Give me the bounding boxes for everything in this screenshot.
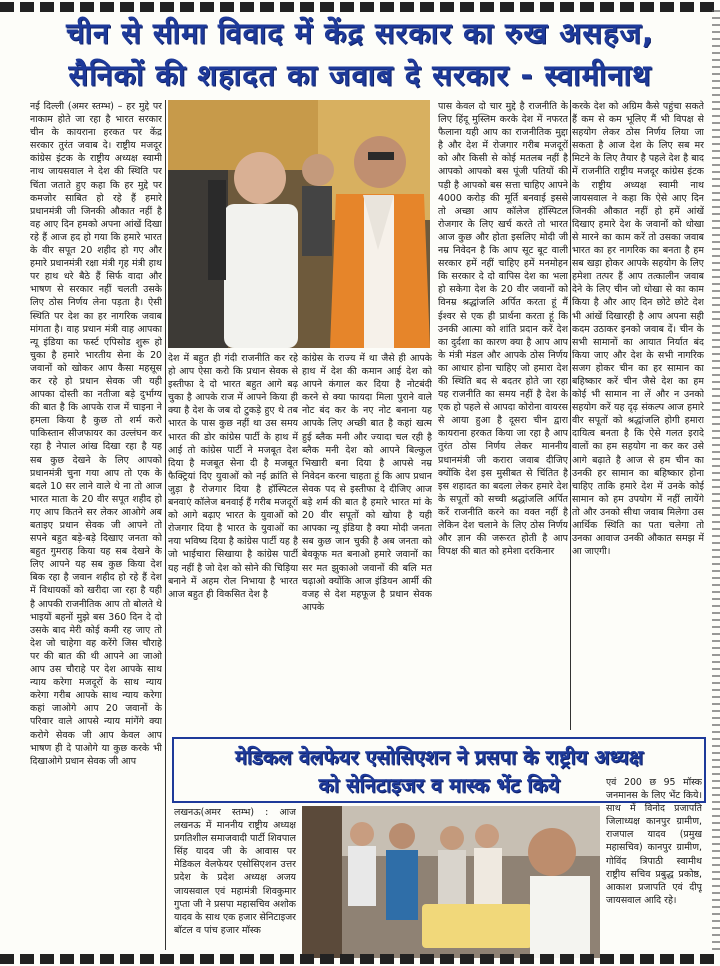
news-photo-leaders: [168, 100, 430, 348]
article-col-5-text: करके देश को अग्रिम कैसे पहुंचा सकते हैं कम से कम भूलिए मैं भी विपक्ष से सहयोग लेकर ठोस निर्णय लिया जा सकता है आज देश के लिए सब मर मिटने के लिए तैयार है पहले देश है बाद में राजनीति राष्ट्रीय मजदूर कांग्रेस इंटक के राष्ट्रीय अध्यक्ष स्वामी नाथ जायसवाल ने कहा कि ऐसे आए दिन जिनकी औकात नहीं हो हमें आंखें दिखाए हमारे देश के जवानों को धोखा से मारने का काम करें तो उसका जवाब भारत का हर नागरिक का बनता है हम सब खड़ा होकर आपके सहयोग के लिए हमेशा तत्पर हैं आप तत्कालीन जवाब देने के लिए चीन जो धोखा से का काम किया है और आए दिन छोटे छोटे देश भी आंखें दिखारही है आप अपना सही कदम उठाकर इनको जवाब दें। चीन के सभी सामानों का आयात निर्यात बंद किया जाए और देश के सभी नागरिक सजग होकर चीन का हर सामान का बहिष्कार करें चीन जैसे देश का हम कोई भी सामान ना लें और न उनको सहयोग करें यह दृढ़ संकल्प आज हमारे वीर सपूतों को श्रद्धांजलि होगी हमारा दायित्व बनता है कि ऐसे गलत इरादे वालों का हम सहयोग ना कर कर उसे आगे बढ़ाते है आज से हम चीन का उनकी हर सामान का बहिष्कार होना चाहिए ताकि हमारे देश में उनके कोई सामान को हम उपयोग में नहीं लायेंगे तो और उनको सीधा जवाब मिलेगा उस आर्थिक स्थिति का पता चलेगा तो उनका आवाज उनकी औकात समझ में आ जाएगी।: [572, 101, 704, 558]
top-dashed-rule: [0, 2, 720, 12]
article-col-4-text: पास केवल दो चार मुद्दे है राजनीति के लिए हिंदू मुस्लिम करके देश में नफरत फैलाना यही आप का राजनीतिक मुद्दा है और देश में रोजगार गरीब मजदूरों को और किसी से कोई मतलब नहीं है आपको आपको बस पूंजी पतियों की पड़ी है आपको बस सत्ता चाहिए आपने 4000 करोड़ की मूर्ति बनवाई इससे तो अच्छा आप कॉलेज हॉस्पिटल रोजगार के लिए खर्च करते तो भारत आज कुछ और होता इसलिए मोदी जी नम्र निवेदन है कि आप सूट बूट वाली सरकार हमें नहीं चाहिए हमें मनमोहन कि सरकार दे दो वापिस देश का भला हो सकेगा देश के 20 वीर जवानों को विनम्र श्रद्धांजलि अर्पित करता हूं मैं ईश्वर से एक ही प्रार्थना करता हूं कि उनकी आत्मा को शांति प्रदान करें देश का दुर्दशा का कारण क्या है आप आप के मंत्री मंडल और आपके ठोस निर्णय का आधार होना चाहिए जो हमारा देश की स्थिति बद से बदतर होते जा रहा यह राजनीति का समय नहीं है देश के एक हो पहले से आपदा कोरोना वायरस से आया हुआ है दूसरा चीन द्वारा कायराना हरकत किया जा रहा है आप तुरंत ठोस निर्णय लेकर माननीय प्रधानमंत्री जी करारा जवाब दीजिए क्योंकि देश इस मुसीबत से चिंतित है इस शहादत का बदला लेकर हमारे देश के सपूतों को सच्ची श्रद्धांजलि अर्पित करें राजनीति करने का वक्त नहीं है लेकिन देश चलाने के लिए ठोस निर्णय और ज्ञान की जरूरत होती है आप विपक्ष की बात को हमेशा दरकिनार: [438, 101, 568, 558]
article-2-col-right-text: एवं 200 छ 95 मॉस्क जनमानस के लिए भेंट किये। साथ में विनोद प्रजापति जिलाध्यक्ष कानपुर ग्रामीण, राजपाल यादव (प्रमुख महासचिव) कानपुर ग्रामीण, गोविंद त्रिपाठी स्वामीथ राष्ट्रीय सचिव प्रबुद्ध प्रकोष्ठ, आकाश प्रजापति एवं दीपू जायसवाल आदि रहे।: [606, 777, 702, 906]
article-col-1: [30, 100, 162, 950]
article-col-2: [168, 352, 298, 727]
article-col-3-text: कांग्रेस के राज्य में था जैसे ही आपके हाथ में देश की कमान आई देश को आपने कंगाल कर दिया है नोटबंदी करने से क्या फायदा मिला पुराने वाले नोट बंद कर के नए नोट बनाना यह आपके लिए अच्छी बात है कहां खत्म हुई ब्लैक मनी और ज्यादा चल रही है ब्लैक मनी देश को आपने बिल्कुल भिखारी बना दिया है आपसे नम्र निवेदन करना चाहता हूं कि आप प्रधान सेवक पद से इस्तीफा दे दीजिए आज बड़े शर्म की बात है हमारे भारत मां के 20 वीर सपूतों को खोया है यही आपका न्यू इंडिया है क्या मोदी जनता सब कुछ जान चुकी है अब जनता को बेवकूफ मत बनाओ हमारे जवानों का सर मत झुकाओ जवानों की बलि मत चढ़ाओ क्योंकि आज इंडियन आर्मी की वजह से देश महफूज है प्रधान सेवक आपके: [302, 353, 432, 613]
column-divider: [165, 100, 166, 950]
article-col-2-text: देश में बहुत ही गंदी राजनीति कर रहे हो आप ऐसा करो कि प्रधान सेवक से इस्तीफा दे दो भारत बहुत आगे बढ़ चुका है आपके राज में आपने किया ही क्या है देश के जब दो टुकड़े हुए थे तब भारत के पास कुछ नहीं था उस समय भारत की डोर कांग्रेस पार्टी के हाथ में आई तो कांग्रेस पार्टी ने मजबूत देश दिया है मजबूत सेना दी है मजबूत फैक्ट्रियां दिए युवाओं को नई क्रांति से जुड़ा है रोजगार दिया है हॉस्पिटल बनवाएं कॉलेज बनवाई हैं गरीब मजदूरों को आगे बढ़ाए भारत के युवाओं को रोजगार दिया है भारत के युवाओं का नया भविष्य दिया है कांग्रेस पार्टी यह है जो भाईचारा सिखाया है कांग्रेस पार्टी यह नहीं है जो देश को सोने की चिड़िया बनाने में अहम रोल निभाया है भारत आज बहुत ही विकसित देश है: [168, 353, 298, 600]
article-col-5: [572, 100, 704, 727]
article-2-col-right: [606, 776, 702, 956]
headline-line-1: चीन से सीमा विवाद में केंद्र सरकार का रुख असहज,: [66, 16, 654, 50]
bottom-dashed-rule: [0, 954, 720, 964]
article-2-col-left: [174, 806, 296, 956]
article-col-4: [438, 100, 568, 727]
article-2-headline-line-2: को सेनिटाइजर व मास्क भेंट किये: [318, 773, 560, 797]
article-col-3: [302, 352, 432, 727]
article-col-1-text: नई दिल्ली (अमर स्तम्भ) – हर मुद्दे पर नाकाम होते जा रहा है भारत सरकार चीन के कायराना हरकत पर केंद्र सरकार तुरंत जवाब दे। राष्ट्रीय मजदूर कांग्रेस इंटक के राष्ट्रीय अध्यक्ष स्वामी नाथ जायसवाल ने देश की स्थिति पर चिंता जताते हुए कहा कि हर मुद्दे पर कमजोर साबित हो रहे हैं हमारे प्रधानमंत्री जी जिनकी औकात नहीं है वह आए दिन हमको अपना आंखें दिखा रहे हैं आज हद हो गया कि हमारे भारत के वीर सपूत 20 शहीद हो गए और हमारे प्रधानमंत्री रक्षा मंत्री गृह मंत्री हाथ पर हाथ धरे बैठे हैं सिर्फ वादा और भाषण से सरकार नहीं चलती उसके लिए ठोस निर्णय लेना पड़ता है। ऐसी स्थिति पर देश का हर नागरिक जवाब मांगता है। वाह प्रधान मंत्री वाह आपका न्यू इंडिया का फर्स्ट एपिसोड शुरू हो चुका है हमारे भारतीय सेना के 20 जवानों को खोकर आप कैसा महसूस कर रहे हो प्रधान सेवक जी यही आपका दोस्ती का नतीजा बड़े दुर्भाग्य की बात है कि आपके राज में चाइना ने हमला किया है कुछ तो शर्म करो पाकिस्तान सीजफायर का उल्लंघन कर रहा है नेपाल आंख दिखा रहा है यह सब कुछ देखने के लिए आपको प्रधानमंत्री चुना गया आप तो एक के बदले 10 सर लाने वाले थे ना तो आज भारत माता के 20 वीर सपूत शहीद हो गए आप कितने सर लेकर आओगे अब बताइए प्रधान सेवक जी आपने तो सपने बहुत बड़े-बड़े दिखाए जनता को बहुत गुमराह किया यह सब देखने के लिए आपने यह सब कुछ किया देश बिक रहा है जवान शहीद हो रहे हैं देश में विधायकों को खरीदा जा रहा है यही है आपकी राजनीतिक आप तो बोलते थे भाइयों बहनों मुझे बस 360 दिन दे दो उसके बाद मेरी कोई कमी रह जाए तो देश जो चाहेगा वह करेंगे जिस चौराहे पर की बात की थी आपने आ जाओ आप उस चौराहे पर देश आपके साथ न्याय करेगा मजदूरों के साथ न्याय करेगा गरीब आपके साथ न्याय करेगा कहां जाओगे आप 20 जवानों के परिवार वाले आपसे न्याय मांगेंगे क्या करोगे सेवक जी आप केवल आप भाषण ही दे पाओगे या कुछ करके भी दिखाओगे प्रधान सेवक जी आप: [30, 101, 162, 767]
news-photo-sanitizer-handover: [302, 806, 600, 958]
page-edge-text-strip: [712, 10, 720, 950]
article-2-col-left-text: लखनऊ(अमर स्तम्भ) : आज लखनऊ में माननीय राष्ट्रीय अध्यक्ष प्रगतिशील समाजवादी पार्टी शिवपाल सिंह यादव जी के आवास पर मेडिकल वेलफेयर एसोसिएशन उत्तर प्रदेश के प्रदेश अध्यक्ष अजय जायसवाल एवं महामंत्री शिवकुमार गुप्ता जी ने प्रसपा महासचिव अशोक यादव के साथ एक हजार सेनिटाइजर बॉटल व पांच हजार मॉस्क: [174, 807, 296, 936]
headline-line-2: सैनिकों की शहादत का जवाब दे सरकार - स्वामीनाथ: [68, 58, 652, 92]
column-divider: [570, 100, 571, 730]
article-2-headline-line-1: मेडिकल वेलफेयर एसोसिएशन ने प्रसपा के राष्ट्रीय अध्यक्ष: [234, 745, 644, 769]
